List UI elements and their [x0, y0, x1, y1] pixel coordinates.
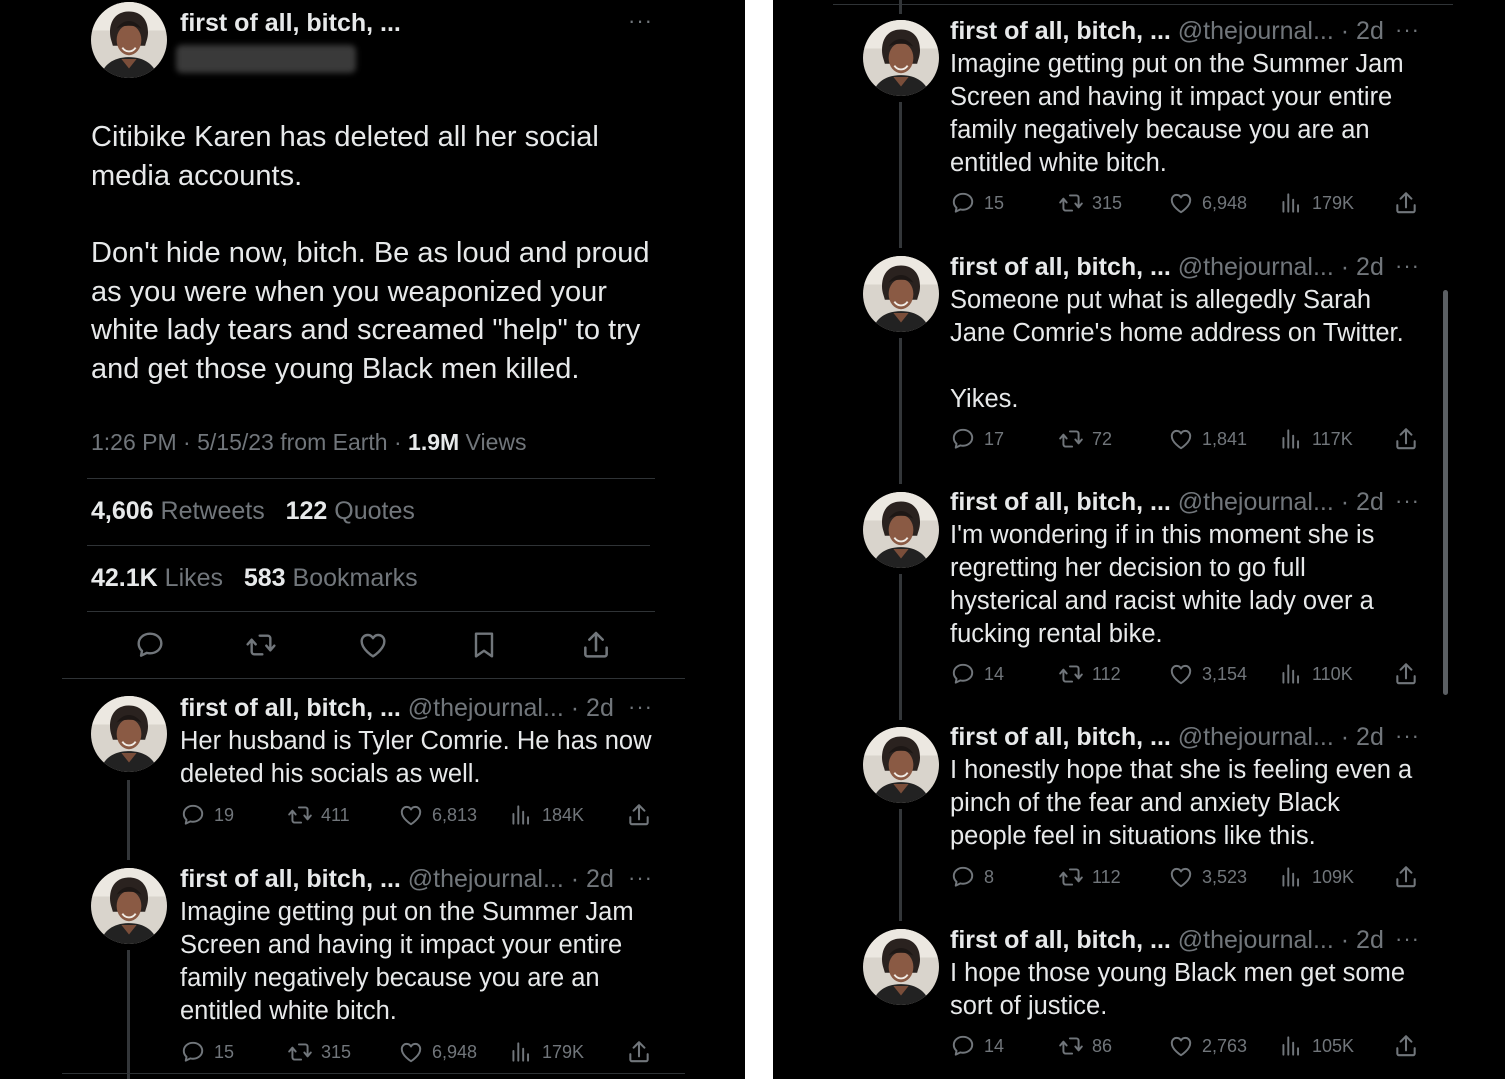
author-avatar[interactable] [91, 2, 167, 78]
share-button[interactable] [1393, 426, 1427, 452]
tweet-text-paragraph-1: Citibike Karen has deleted all her social media accounts. [91, 121, 599, 192]
like-button[interactable] [1168, 864, 1247, 890]
reply-button[interactable] [180, 1039, 234, 1065]
retweet-button[interactable] [287, 1039, 351, 1065]
author-avatar[interactable] [863, 20, 939, 96]
author-name[interactable]: first of all, bitch, ... [180, 865, 401, 893]
more-options-icon[interactable]: ··· [628, 694, 653, 719]
reply-text: I honestly hope that she is feeling even a pinch of the fear and anxiety Black people feel in situations like this. [950, 756, 1413, 850]
like-count: 6,948 [1202, 192, 1248, 213]
author-name[interactable]: first of all, bitch, ... [950, 488, 1171, 516]
divider [87, 478, 655, 479]
retweet-count: 315 [321, 1041, 352, 1062]
author-name[interactable]: first of all, bitch, ... [950, 17, 1171, 45]
likes-count: 42.1K [91, 564, 158, 592]
retweet-count: 86 [1092, 1035, 1113, 1056]
reply-text: Someone put what is allegedly Sarah Jane Comrie's home address on Twitter. Yikes. [950, 286, 1404, 413]
thread-connector [899, 809, 902, 921]
divider [87, 545, 650, 546]
retweet-button[interactable] [1058, 426, 1112, 452]
tweet-metadata [91, 429, 527, 456]
share-button[interactable] [1393, 661, 1427, 687]
reply-button[interactable] [950, 864, 994, 890]
avatar-photo-icon [863, 20, 939, 96]
author-handle-time[interactable]: @thejournal... · 2d [1170, 723, 1384, 751]
reply-icon [180, 1039, 206, 1065]
share-button[interactable] [626, 1039, 660, 1065]
thread-connector [899, 574, 902, 720]
author-handle-time[interactable]: @thejournal... · 2d [400, 865, 614, 893]
share-icon [1393, 426, 1419, 452]
retweet-button[interactable] [1058, 190, 1122, 216]
avatar-photo-icon [863, 256, 939, 332]
like-count: 1,841 [1202, 428, 1248, 449]
retweet-count: 112 [1092, 663, 1121, 684]
retweet-count: 315 [1092, 192, 1123, 213]
share-icon [1393, 1033, 1419, 1059]
thread-connector [899, 338, 902, 484]
reply-text: I hope those young Black men get some sort of justice. [950, 959, 1406, 1020]
share-icon [626, 1039, 652, 1065]
tweet-timestamp: 1:26 PM · 5/15/23 from Earth · [91, 429, 409, 455]
heart-icon [1168, 426, 1194, 452]
right-screenshot-panel [773, 0, 1505, 1079]
author-handle-time[interactable]: @thejournal... · 2d [400, 694, 614, 722]
author-handle-time[interactable]: @thejournal... · 2d [1170, 926, 1384, 954]
views-count: 109K [1312, 866, 1355, 887]
more-options-icon[interactable]: ··· [1395, 17, 1420, 42]
retweet-count: 411 [321, 804, 350, 825]
author-name[interactable]: first of all, bitch, ... [180, 9, 401, 37]
reply-icon [950, 426, 976, 452]
views-button[interactable] [1278, 190, 1354, 216]
divider [833, 4, 1453, 5]
divider [87, 611, 655, 612]
reply-icon[interactable] [134, 629, 166, 661]
heart-icon [1168, 661, 1194, 687]
like-button[interactable] [1168, 426, 1247, 452]
reply-count: 19 [214, 804, 235, 825]
more-options-icon[interactable]: ··· [1395, 488, 1420, 513]
heart-icon [398, 802, 424, 828]
author-avatar[interactable] [863, 492, 939, 568]
views-icon [1278, 1033, 1304, 1059]
author-handle-time[interactable]: @thejournal... · 2d [1170, 488, 1384, 516]
author-avatar[interactable] [91, 868, 167, 944]
reply-icon [950, 864, 976, 890]
views-button[interactable] [1278, 426, 1353, 452]
views-count: 1.9M [408, 429, 460, 455]
avatar-photo-icon [863, 929, 939, 1005]
quotes-count: 122 [285, 497, 328, 525]
retweets-label: Retweets [153, 497, 265, 525]
views-count: 184K [542, 804, 585, 825]
reply-button[interactable] [950, 190, 1004, 216]
views-button[interactable] [508, 1039, 584, 1065]
avatar-photo-icon [863, 492, 939, 568]
views-count: 179K [1312, 192, 1355, 213]
views-button[interactable] [1278, 864, 1354, 890]
views-icon [1278, 190, 1304, 216]
author-avatar[interactable] [863, 727, 939, 803]
like-count: 3,154 [1202, 663, 1248, 684]
more-options-icon[interactable]: ··· [628, 8, 653, 33]
heart-icon[interactable] [357, 629, 389, 661]
views-count: 117K [1312, 428, 1353, 449]
author-avatar[interactable] [863, 256, 939, 332]
author-avatar[interactable] [863, 929, 939, 1005]
like-count: 6,948 [432, 1041, 478, 1062]
avatar-photo-icon [91, 868, 167, 944]
author-name[interactable]: first of all, bitch, ... [950, 723, 1171, 751]
heart-icon [1168, 864, 1194, 890]
retweets-count: 4,606 [91, 497, 154, 525]
retweet-icon [287, 802, 313, 828]
like-button[interactable] [398, 802, 477, 828]
avatar-photo-icon [91, 696, 167, 772]
reply-text: Imagine getting put on the Summer Jam Screen and having it impact your entire family negatively because you are an entitled white bitch. [950, 50, 1404, 177]
share-button[interactable] [1393, 190, 1427, 216]
views-label: Views [459, 429, 527, 455]
share-icon [1393, 190, 1419, 216]
views-button[interactable] [1278, 661, 1353, 687]
more-options-icon[interactable]: ··· [1395, 253, 1420, 278]
retweet-icon [1058, 661, 1084, 687]
reply-count: 17 [984, 428, 1005, 449]
views-count: 105K [1312, 1035, 1355, 1056]
share-button[interactable] [1393, 1033, 1427, 1059]
tweet-text-paragraph-2: Don't hide now, bitch. Be as loud and proud as you were when you weaponized your white lady tears and screamed "help" to try and get those young Black men killed. [91, 237, 650, 385]
reply-icon [950, 1033, 976, 1059]
retweet-count: 112 [1092, 866, 1121, 887]
views-button[interactable] [508, 802, 584, 828]
like-button[interactable] [398, 1039, 477, 1065]
avatar-photo-icon [91, 2, 167, 78]
divider [62, 1073, 685, 1074]
thread-connector [127, 780, 130, 860]
heart-icon [1168, 190, 1194, 216]
retweet-count: 72 [1092, 428, 1113, 449]
author-avatar[interactable] [91, 696, 167, 772]
reply-text: Imagine getting put on the Summer Jam Screen and having it impact your entire family negatively because you are an entitled white bitch. [180, 898, 634, 1025]
reply-button[interactable] [950, 1033, 1004, 1059]
reply-button[interactable] [950, 661, 1004, 687]
thread-connector [899, 0, 902, 14]
views-icon [1278, 661, 1304, 687]
retweet-quote-stats[interactable] [91, 497, 415, 526]
share-button[interactable] [626, 802, 660, 828]
retweet-icon[interactable] [245, 629, 277, 661]
retweet-button[interactable] [1058, 864, 1121, 890]
share-icon[interactable] [580, 629, 612, 661]
bookmarks-count: 583 [243, 564, 286, 592]
author-handle-time[interactable]: @thejournal... · 2d [1170, 253, 1384, 281]
thread-connector [127, 950, 130, 1079]
retweet-icon [1058, 426, 1084, 452]
views-count: 110K [1312, 663, 1353, 684]
like-count: 3,523 [1202, 866, 1248, 887]
reply-icon [950, 661, 976, 687]
like-button[interactable] [1168, 661, 1247, 687]
reply-count: 14 [984, 1035, 1005, 1056]
reply-text: I'm wondering if in this moment she is regretting her decision to go full hysterical and racist white lady over a fucking rental bike. [950, 521, 1375, 648]
views-icon [508, 1039, 534, 1065]
reply-button[interactable] [950, 426, 1004, 452]
share-icon [1393, 661, 1419, 687]
more-options-icon[interactable]: ··· [628, 865, 653, 890]
views-icon [1278, 864, 1304, 890]
heart-icon [398, 1039, 424, 1065]
reply-button[interactable] [180, 802, 234, 828]
share-icon [626, 802, 652, 828]
bookmark-icon[interactable] [468, 629, 500, 661]
retweet-button[interactable] [1058, 661, 1121, 687]
retweet-icon [1058, 1033, 1084, 1059]
author-name[interactable]: first of all, bitch, ... [950, 253, 1171, 281]
reply-count: 15 [984, 192, 1005, 213]
retweet-button[interactable] [1058, 1033, 1112, 1059]
like-button[interactable] [1168, 1033, 1247, 1059]
views-count: 179K [542, 1041, 585, 1062]
reply-count: 8 [984, 866, 995, 887]
share-button[interactable] [1393, 864, 1427, 890]
divider [62, 678, 685, 679]
reply-count: 15 [214, 1041, 235, 1062]
retweet-icon [287, 1039, 313, 1065]
views-button[interactable] [1278, 1033, 1354, 1059]
like-count: 2,763 [1202, 1035, 1248, 1056]
author-name[interactable]: first of all, bitch, ... [180, 694, 401, 722]
views-icon [508, 802, 534, 828]
retweet-icon [1058, 190, 1084, 216]
share-icon [1393, 864, 1419, 890]
reply-count: 14 [984, 663, 1005, 684]
author-handle-time[interactable]: @thejournal... · 2d [1170, 17, 1384, 45]
heart-icon [1168, 1033, 1194, 1059]
thread-connector [899, 102, 902, 248]
left-screenshot-panel [0, 0, 745, 1079]
avatar-photo-icon [863, 727, 939, 803]
views-icon [1278, 426, 1304, 452]
reply-icon [180, 802, 206, 828]
retweet-icon [1058, 864, 1084, 890]
likes-label: Likes [157, 564, 224, 592]
more-options-icon[interactable]: ··· [1395, 926, 1420, 951]
more-options-icon[interactable]: ··· [1395, 723, 1420, 748]
reply-icon [950, 190, 976, 216]
author-name[interactable]: first of all, bitch, ... [950, 926, 1171, 954]
quotes-label: Quotes [327, 497, 415, 525]
reply-text: Her husband is Tyler Comrie. He has now deleted his socials as well. [180, 727, 652, 788]
like-button[interactable] [1168, 190, 1247, 216]
like-count: 6,813 [432, 804, 478, 825]
bookmarks-label: Bookmarks [285, 564, 418, 592]
retweet-button[interactable] [287, 802, 350, 828]
redacted-handle [176, 45, 356, 73]
likes-bookmarks-stats[interactable] [91, 564, 418, 593]
scrollbar[interactable] [1443, 290, 1448, 695]
